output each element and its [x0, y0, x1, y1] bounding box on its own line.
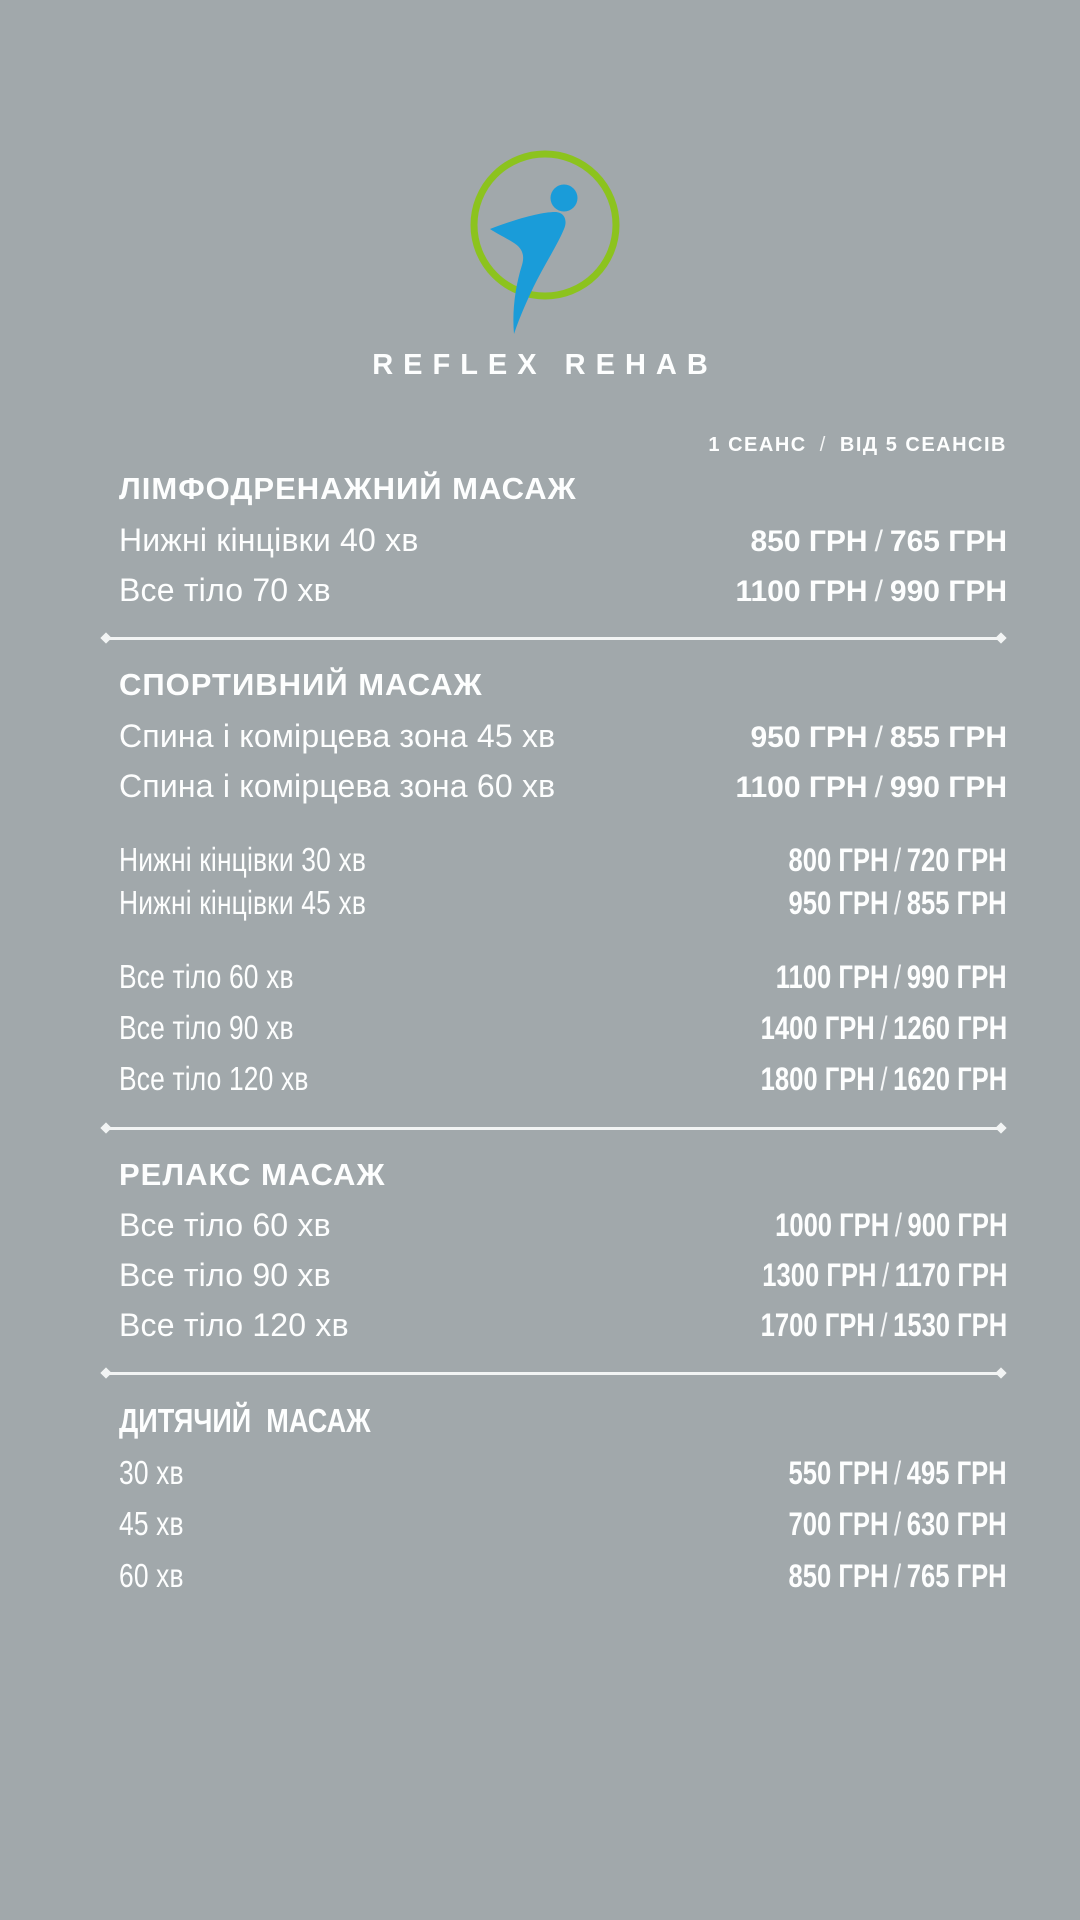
price-five: 1260 ГРН	[892, 1010, 1007, 1047]
section-title: РЕЛАКС МАСАЖ	[119, 1156, 386, 1192]
price-row	[119, 716, 1007, 757]
section-groups	[119, 1205, 1007, 1346]
price-five: 990 ГРН	[907, 958, 1007, 995]
price-row	[119, 839, 1007, 881]
price-single: 1100 ГРН	[776, 958, 889, 995]
price-section	[119, 456, 1007, 640]
price-value	[789, 840, 1007, 881]
price-single: 1300 ГРН	[761, 1256, 876, 1293]
price-five: 855 ГРН	[889, 720, 1007, 754]
section-title: ЛІМФОДРЕНАЖНИЙ МАСАЖ	[119, 471, 577, 507]
price-row	[119, 1503, 1007, 1545]
service-label: Все тіло 90 хв	[119, 1256, 331, 1293]
price-single: 950 ГРН	[750, 720, 868, 754]
price-value	[775, 1205, 1007, 1246]
price-separator: /	[881, 1256, 889, 1293]
section-divider	[105, 1127, 1002, 1130]
price-row	[119, 882, 1007, 924]
price-single: 950 ГРН	[788, 884, 889, 921]
price-value	[789, 883, 1007, 924]
service-group	[119, 956, 1007, 1101]
section-groups	[119, 1452, 1007, 1597]
price-value	[789, 1504, 1007, 1545]
price-separator: /	[874, 720, 883, 754]
price-section	[119, 1130, 1007, 1375]
price-separator: /	[874, 575, 883, 609]
price-row	[119, 520, 1007, 561]
price-separator: /	[894, 1455, 902, 1492]
service-label: 60 хв	[119, 1556, 184, 1594]
price-row	[119, 1007, 1007, 1049]
price-single: 800 ГРН	[788, 842, 889, 879]
price-value	[760, 1059, 1007, 1100]
price-value	[776, 957, 1007, 998]
service-group	[119, 520, 1007, 612]
price-table	[119, 434, 1007, 1596]
service-label: Все тіло 70 хв	[119, 572, 331, 609]
price-single: 1000 ГРН	[774, 1206, 889, 1243]
service-group	[119, 1205, 1007, 1346]
column-header-separator: /	[819, 434, 827, 457]
price-value	[760, 1008, 1007, 1049]
price-value	[735, 769, 1007, 807]
price-single: 550 ГРН	[788, 1455, 889, 1492]
price-single: 1100 ГРН	[735, 770, 868, 804]
price-value	[760, 1305, 1007, 1346]
price-five: 1620 ГРН	[892, 1061, 1007, 1098]
price-section	[119, 1375, 1007, 1597]
service-label: Нижні кінцівки 30 хв	[119, 841, 367, 879]
price-separator: /	[880, 1306, 888, 1343]
price-single: 850 ГРН	[788, 1557, 889, 1594]
price-separator: /	[894, 842, 902, 879]
price-five: 990 ГРН	[889, 770, 1007, 804]
service-label: 30 хв	[119, 1454, 184, 1492]
service-label: Все тіло 120 хв	[119, 1060, 309, 1098]
price-row	[119, 1305, 1007, 1346]
price-value	[751, 719, 1008, 757]
section-groups	[119, 716, 1007, 1101]
price-value	[789, 1556, 1007, 1597]
section-title: СПОРТИВНИЙ МАСАЖ	[119, 667, 483, 703]
price-row	[119, 1205, 1007, 1246]
logo-head-dot	[550, 185, 577, 212]
price-single: 1100 ГРН	[735, 575, 868, 609]
price-single: 1400 ГРН	[760, 1010, 875, 1047]
price-five: 855 ГРН	[907, 884, 1007, 921]
price-five: 630 ГРН	[907, 1506, 1007, 1543]
logo-swoosh-body	[490, 212, 566, 334]
price-five: 1170 ГРН	[894, 1256, 1007, 1293]
sections	[119, 456, 1007, 1596]
price-five: 1530 ГРН	[892, 1306, 1007, 1343]
price-separator: /	[894, 1506, 902, 1543]
runner-logo-icon	[428, 128, 653, 346]
service-group	[119, 839, 1007, 923]
section-groups	[119, 520, 1007, 612]
service-label: Нижні кінцівки 40 хв	[119, 521, 419, 558]
price-five: 765 ГРН	[907, 1557, 1007, 1594]
price-separator: /	[874, 770, 883, 804]
price-five: 765 ГРН	[889, 524, 1007, 558]
price-value	[751, 523, 1008, 561]
brand-wordmark: REFLEX REHAB	[372, 349, 718, 381]
service-label: Все тіло 120 хв	[119, 1306, 349, 1343]
price-separator: /	[880, 1010, 888, 1047]
column-header	[119, 434, 1007, 456]
price-single: 1800 ГРН	[760, 1061, 875, 1098]
column-header-single: 1 СЕАНС	[708, 434, 807, 457]
service-label: Все тіло 60 хв	[119, 1206, 331, 1243]
price-value	[762, 1255, 1007, 1296]
service-group	[119, 716, 1007, 808]
price-row	[119, 766, 1007, 807]
price-row	[119, 956, 1007, 998]
price-row	[119, 570, 1007, 611]
price-separator: /	[874, 524, 883, 558]
price-value	[735, 573, 1007, 611]
price-row	[119, 1555, 1007, 1597]
service-label: 45 хв	[119, 1505, 184, 1543]
service-group	[119, 1452, 1007, 1597]
price-five: 495 ГРН	[907, 1455, 1007, 1492]
price-section	[119, 640, 1007, 1129]
service-label: Все тіло 60 хв	[119, 957, 294, 995]
price-separator: /	[894, 1206, 902, 1243]
price-row	[119, 1452, 1007, 1494]
column-header-five: ВІД 5 СЕАНСІВ	[839, 434, 1007, 457]
price-value	[789, 1453, 1007, 1494]
price-separator: /	[894, 958, 902, 995]
price-separator: /	[894, 1557, 902, 1594]
price-five: 990 ГРН	[889, 575, 1007, 609]
price-separator: /	[894, 884, 902, 921]
service-label: Спина і комірцева зона 60 хв	[119, 767, 556, 804]
service-label: Нижні кінцівки 45 хв	[119, 883, 367, 921]
price-five: 720 ГРН	[907, 842, 1007, 879]
service-label: Все тіло 90 хв	[119, 1009, 294, 1047]
price-five: 900 ГРН	[907, 1206, 1007, 1243]
section-title: ДИТЯЧИЙ МАСАЖ	[119, 1401, 371, 1439]
brand-header	[0, 0, 1080, 380]
price-single: 1700 ГРН	[760, 1306, 875, 1343]
price-row	[119, 1058, 1007, 1100]
price-single: 850 ГРН	[750, 524, 868, 558]
service-label: Спина і комірцева зона 45 хв	[119, 717, 556, 754]
section-divider	[105, 1372, 1002, 1375]
price-row	[119, 1255, 1007, 1296]
price-separator: /	[880, 1061, 888, 1098]
price-single: 700 ГРН	[788, 1506, 889, 1543]
section-divider	[105, 637, 1002, 640]
